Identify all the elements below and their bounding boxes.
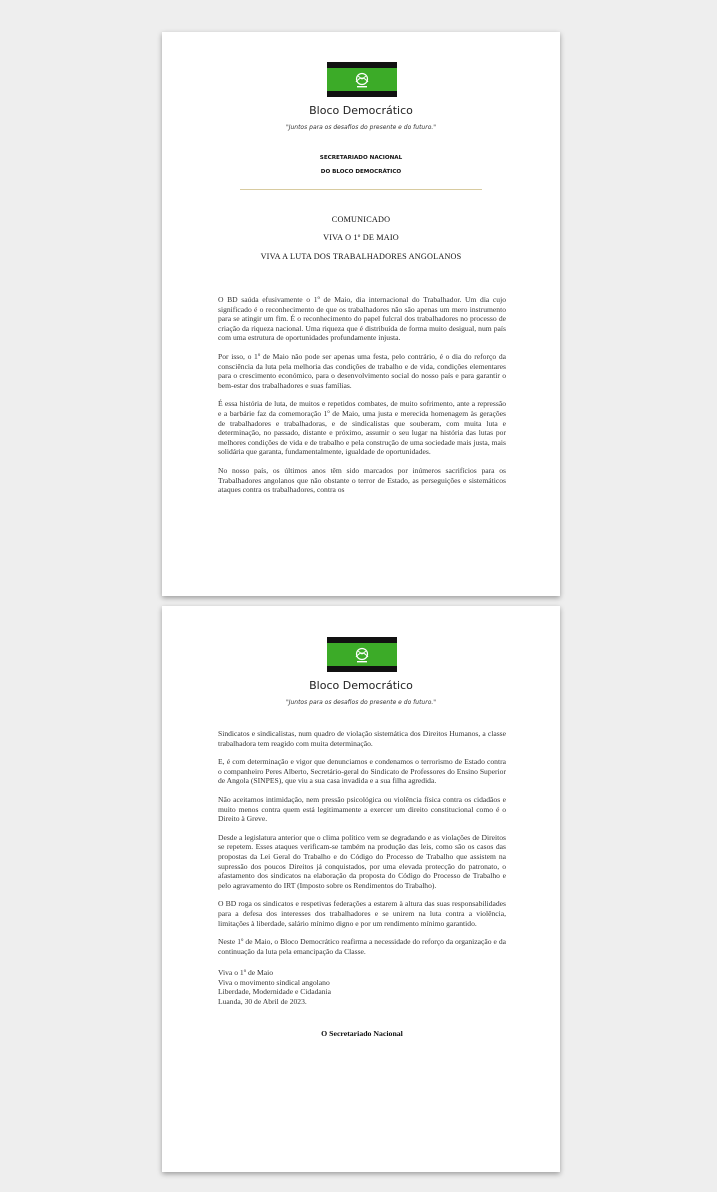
paragraph: Não aceitamos intimidação, nem pressão psicológica ou violência física contra os cidadãos e muito menos contra quem está legitimamente a exercer um direito constitucional como é o Direito à Greve. <box>218 794 506 824</box>
closing-line: Liberdade, Modernidade e Cidadania <box>218 987 332 997</box>
paragraph: E, é com determinação e vigor que denunciamos e condenamos o terrorismo de Estado contra o companheiro Peres Alberto, Secretário-geral do Sindicato de Professores do Ensino Superior de Angola (SINPES), que viu a sua casa invadida e a sua filha agredida. <box>218 757 506 786</box>
paragraph: Desde a legislatura anterior que o clima político vem se degradando e as violações de Direitos se repetem. Esses ataques verificam-se também na produção das leis, como são os casos das propostas da Lei Geral do Trabalho e do Código do Processo de Trabalho que assistem na supressão dos poucos Direitos já conquistados, por uma elevada protecção do patronato, o afastamento dos sindicatos na elaboração da proposta do Código do Processo de Trabalho e pelo agravamento do IRT (Imposto sobre os Rendimentos do Trabalho). <box>218 832 506 890</box>
bloco-democratico-logo <box>327 637 397 672</box>
paragraph: O BD roga os sindicatos e respetivas federações a estarem à altura das suas responsabilidades para a defesa dos interesses dos trabalhadores e se unirem na luta contra a violência, limitações à liberdade, salário mínimo digno e por um rendimento mínimo garantido. <box>218 899 506 928</box>
emblem-icon <box>351 645 373 665</box>
document-page-1 <box>162 32 560 596</box>
paragraph: Neste 1º de Maio, o Bloco Democrático reafirma a necessidade do reforço da organização e da continuação da luta pela emancipação da Classe. <box>218 937 506 956</box>
org-name: Bloco Democrático <box>309 104 413 117</box>
heading-viva-luta: VIVA A LUTA DOS TRABALHADORES ANGOLANOS <box>260 252 462 261</box>
paragraph: Sindicatos e sindicalistas, num quadro de violação sistemática dos Direitos Humanos, a classe trabalhadora tem reagido com muita determinação. <box>218 729 506 748</box>
header-divider <box>240 189 482 190</box>
closing-line: Viva o 1º de Maio <box>218 968 274 978</box>
paragraph: É essa história de luta, de muitos e repetidos combates, de muito sofrimento, ante a repressão e a barbárie faz da comemoração 1º de Maio, uma justa e merecida homenagem às gerações de trabalhadores e trabalhadoras, e de sindicalistas que souberam, com muita luta e determinação, no passado, distante e próximo, assumir o seu lugar na história das lutas por melhores condições de vida e de trabalho e pela construção de uma sociedade mais justa, mais solidária que garanta, fundamentalmente, igualdade de oportunidades. <box>218 399 506 457</box>
page-2-body <box>218 729 506 1038</box>
secretariat-line-1: SECRETARIADO NACIONAL <box>319 155 403 161</box>
secretariat-line-2: DO BLOCO DEMOCRÁTICO <box>320 169 402 175</box>
heading-comunicado: COMUNICADO <box>331 215 391 224</box>
signature: O Secretariado Nacional <box>321 1028 403 1038</box>
document-page-2 <box>162 606 560 1172</box>
paragraph: No nosso país, os últimos anos têm sido marcados por inúmeros sacrifícios para os Trabalhadores angolanos que não obstante o terror de Estado, as perseguições e sistemáticos ataques contra os trabalhadores, contra os <box>218 465 506 495</box>
closing-line: Viva o movimento sindical angolano <box>218 977 330 987</box>
paragraph: Por isso, o 1º de Maio não pode ser apenas uma festa, pelo contrário, é o dia do reforço da consciência da luta pela melhoria das condições de trabalho e de vida, condições elementares para o crescimento económico, para o desenvolvimento social do nosso país e para garantir o bem-estar dos trabalhadores e suas famílias. <box>218 351 506 390</box>
slogan: "Juntos para os desafios do presente e do futuro." <box>285 124 437 131</box>
emblem-icon <box>351 70 373 90</box>
closing-lines <box>218 968 506 1006</box>
closing-line: Luanda, 30 de Abril de 2023. <box>218 997 307 1007</box>
paragraph: O BD saúda efusivamente o 1º de Maio, dia internacional do Trabalhador. Um dia cujo significado é o reconhecimento de que os trabalhadores não são apenas um mero instrumento para se atingir um fim. É o reconhecimento do papel fulcral dos trabalhadores no processo de criação da riqueza nacional. Uma riqueza que é distribuída de forma muito desigual, num país com uma estrutura de oportunidades profundamente injusta. <box>218 295 506 343</box>
page-1-body <box>218 295 506 504</box>
heading-viva-1-maio: VIVA O 1º DE MAIO <box>323 233 399 242</box>
bloco-democratico-logo <box>327 62 397 97</box>
slogan: "Juntos para os desafios do presente e do futuro." <box>285 699 437 706</box>
org-name: Bloco Democrático <box>309 679 413 692</box>
